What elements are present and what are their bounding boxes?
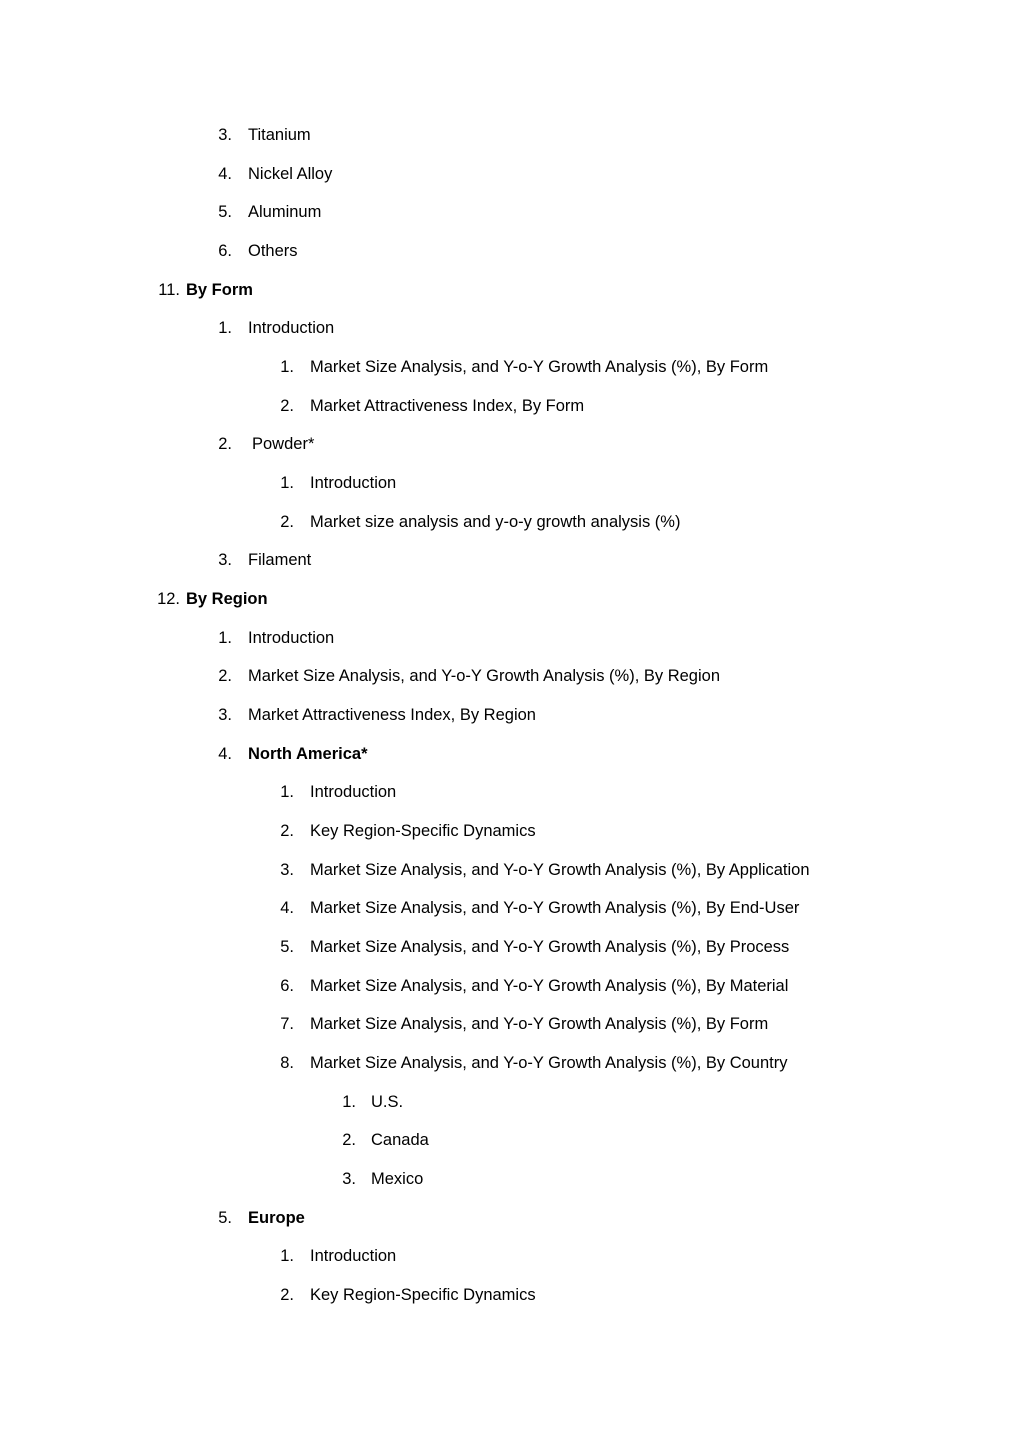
item-number: 2. bbox=[218, 435, 232, 453]
item-text: Introduction bbox=[248, 319, 335, 337]
item-number: 1. bbox=[280, 783, 294, 801]
item-text: Others bbox=[248, 242, 298, 260]
item-text: Europe bbox=[248, 1209, 305, 1227]
item-text: Market Size Analysis, and Y-o-Y Growth Analysis (%), By Region bbox=[248, 667, 720, 685]
section-number: 11. bbox=[158, 281, 180, 299]
item-number: 5. bbox=[218, 203, 232, 221]
item-text: Market Size Analysis, and Y-o-Y Growth Analysis (%), By Application bbox=[310, 861, 810, 879]
item-text: Titanium bbox=[248, 126, 311, 144]
item-number: 5. bbox=[280, 938, 294, 956]
item-text: Introduction bbox=[310, 1247, 397, 1265]
item-number: 1. bbox=[342, 1093, 356, 1111]
item-number: 4. bbox=[218, 165, 232, 183]
item-text: Market Size Analysis, and Y-o-Y Growth Analysis (%), By End-User bbox=[310, 899, 800, 917]
item-number: 3. bbox=[280, 861, 294, 879]
item-number: 2. bbox=[280, 513, 294, 531]
item-number: 4. bbox=[280, 899, 294, 917]
item-number: 3. bbox=[218, 126, 232, 144]
item-text: Introduction bbox=[248, 629, 335, 647]
item-text: Market Size Analysis, and Y-o-Y Growth Analysis (%), By Country bbox=[310, 1054, 788, 1072]
item-number: 2. bbox=[280, 1286, 294, 1304]
item-text: Market Size Analysis, and Y-o-Y Growth Analysis (%), By Process bbox=[310, 938, 790, 956]
item-text: Market size analysis and y-o-y growth analysis (%) bbox=[310, 513, 681, 531]
section-number: 12. bbox=[157, 590, 180, 608]
item-text: Market Attractiveness Index, By Region bbox=[248, 706, 536, 724]
section-title: By Region bbox=[186, 590, 268, 608]
item-number: 1. bbox=[280, 474, 294, 492]
item-number: 1. bbox=[280, 1247, 294, 1265]
item-text: Aluminum bbox=[248, 203, 322, 221]
item-text: Market Attractiveness Index, By Form bbox=[310, 397, 585, 415]
item-text: Market Size Analysis, and Y-o-Y Growth Analysis (%), By Form bbox=[310, 358, 769, 376]
item-text: Key Region-Specific Dynamics bbox=[310, 1286, 536, 1304]
item-text: North America* bbox=[248, 745, 368, 763]
item-text: Filament bbox=[248, 551, 312, 569]
item-text: U.S. bbox=[371, 1093, 404, 1111]
item-number: 8. bbox=[280, 1054, 294, 1072]
item-number: 1. bbox=[218, 319, 232, 337]
item-text: Canada bbox=[371, 1131, 429, 1149]
item-text: Introduction bbox=[310, 783, 397, 801]
item-number: 2. bbox=[280, 397, 294, 415]
item-number: 2. bbox=[342, 1131, 356, 1149]
item-text: Key Region-Specific Dynamics bbox=[310, 822, 536, 840]
item-number: 1. bbox=[218, 629, 232, 647]
item-number: 1. bbox=[280, 358, 294, 376]
item-number: 6. bbox=[218, 242, 232, 260]
section-title: By Form bbox=[186, 281, 253, 299]
item-number: 2. bbox=[280, 822, 294, 840]
item-number: 3. bbox=[218, 706, 232, 724]
item-number: 6. bbox=[280, 977, 294, 995]
item-text: Nickel Alloy bbox=[248, 165, 333, 183]
item-text: Mexico bbox=[371, 1170, 424, 1188]
item-number: 3. bbox=[218, 551, 232, 569]
item-text: Powder* bbox=[252, 435, 315, 453]
item-text: Introduction bbox=[310, 474, 397, 492]
item-number: 7. bbox=[280, 1015, 294, 1033]
item-number: 5. bbox=[218, 1209, 232, 1227]
item-text: Market Size Analysis, and Y-o-Y Growth Analysis (%), By Material bbox=[310, 977, 789, 995]
item-text: Market Size Analysis, and Y-o-Y Growth Analysis (%), By Form bbox=[310, 1015, 769, 1033]
item-number: 4. bbox=[218, 745, 232, 763]
item-number: 2. bbox=[218, 667, 232, 685]
item-number: 3. bbox=[342, 1170, 356, 1188]
